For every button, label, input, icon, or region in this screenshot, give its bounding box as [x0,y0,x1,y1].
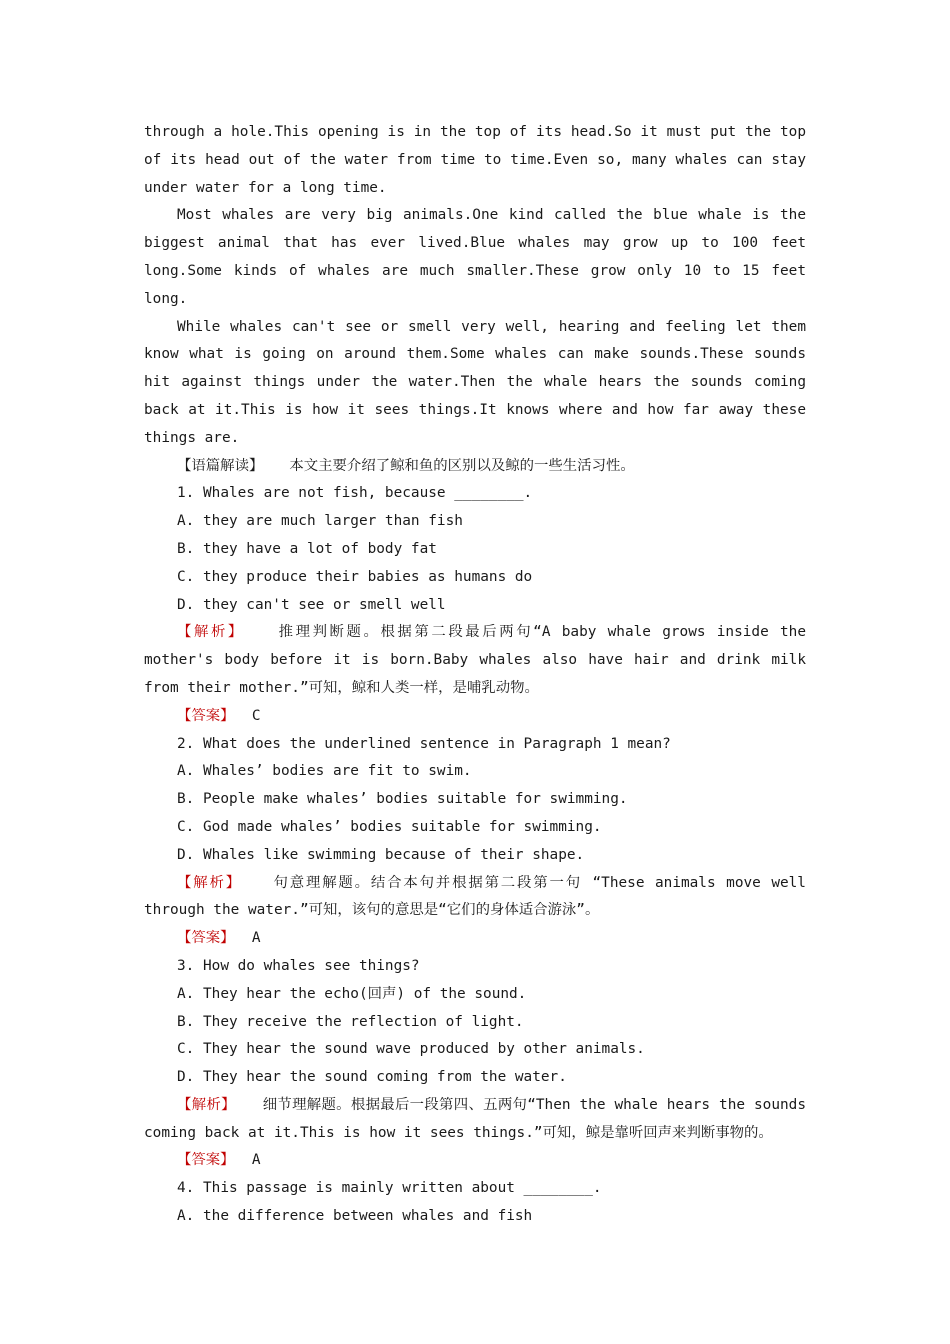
document-page [144,119,806,1231]
analysis-text: 推理判断题。根据第二段最后两句“A baby whale grows inside the mother's body before it is born.Baby whales also have hair and drink milk from their mother.”可知，鲸和人类一样，是哺乳动物。 [144,624,806,696]
question-3-stem: 3. How do whales see things? [177,957,420,974]
question-3-analysis [144,1092,806,1148]
answer-tag: 【答案】 [177,1152,235,1169]
question-3-option-d: D. They hear the sound coming from the water. [177,1069,567,1086]
question-2-analysis [144,870,806,926]
analysis-tag: 【解析】 [177,624,245,641]
question-2-answer [144,925,806,953]
question-3-option-a: A. They hear the echo(回声) of the sound. [177,985,527,1002]
answer-tag: 【答案】 [177,930,235,947]
question-1-option-a: A. they are much larger than fish [177,513,463,530]
analysis-text: 句意理解题。结合本句并根据第二段第一句 “These animals move well through the water.”可知，该句的意思是“它们的身体适合游泳”。 [144,874,806,919]
question-1-option-d: D. they can't see or smell well [177,596,446,613]
question-3-option-b: B. They receive the reflection of light. [177,1013,524,1030]
question-3-option-c: C. They hear the sound wave produced by other animals. [177,1041,645,1058]
question-1-option-c: C. they produce their babies as humans do [177,568,533,585]
summary-tag: 【语篇解读】 [177,457,264,474]
question-2-stem: 2. What does the underlined sentence in Paragraph 1 mean? [177,735,671,752]
question-2-option-a: A. Whales’ bodies are fit to swim. [177,763,472,780]
summary-text: 本文主要介绍了鲸和鱼的区别以及鲸的一些生活习性。 [289,457,635,474]
question-2-option-c: C. God made whales’ bodies suitable for swimming. [177,818,602,835]
analysis-text: 细节理解题。根据最后一段第四、五两句“Then the whale hears the sounds coming back at it.This is how it sees things.”可知，鲸是靠听回声来判断事物的。 [144,1096,806,1141]
question-1-analysis [144,619,806,702]
question-1-option-b: B. they have a lot of body fat [177,540,437,557]
question-3-answer [144,1147,806,1175]
analysis-tag: 【解析】 [177,1096,236,1113]
passage-paragraph-3: While whales can't see or smell very well, hearing and feeling let them know what is going on around them.Some whales can make sounds.These sounds hit against things under the water.Then the whale hears the sounds coming back at it.This is how it sees things.It knows where and how far away these things are. [144,318,806,446]
answer-value: C [251,707,261,724]
passage-paragraph-1: through a hole.This opening is in the top of its head.So it must put the top of its head out of the water from time to time.Even so, many whales can stay under water for a long time. [144,124,806,196]
passage-paragraph-2: Most whales are very big animals.One kind called the blue whale is the biggest animal that has ever lived.Blue whales may grow up to 100 feet long.Some kinds of whales are much smaller.These grow only 10 to 15 feet long. [144,207,806,307]
answer-tag: 【答案】 [177,707,235,724]
question-1-answer [144,703,806,731]
answer-value: A [251,930,261,947]
question-4-option-a: A. the difference between whales and fish [177,1208,533,1225]
answer-value: A [251,1152,261,1169]
summary [144,453,806,481]
question-4-stem: 4. This passage is mainly written about ________. [177,1180,602,1197]
question-2-option-b: B. People make whales’ bodies suitable for swimming. [177,791,628,808]
question-2-option-d: D. Whales like swimming because of their shape. [177,846,585,863]
analysis-tag: 【解析】 [177,874,242,891]
question-1-stem: 1. Whales are not fish, because ________. [177,485,533,502]
